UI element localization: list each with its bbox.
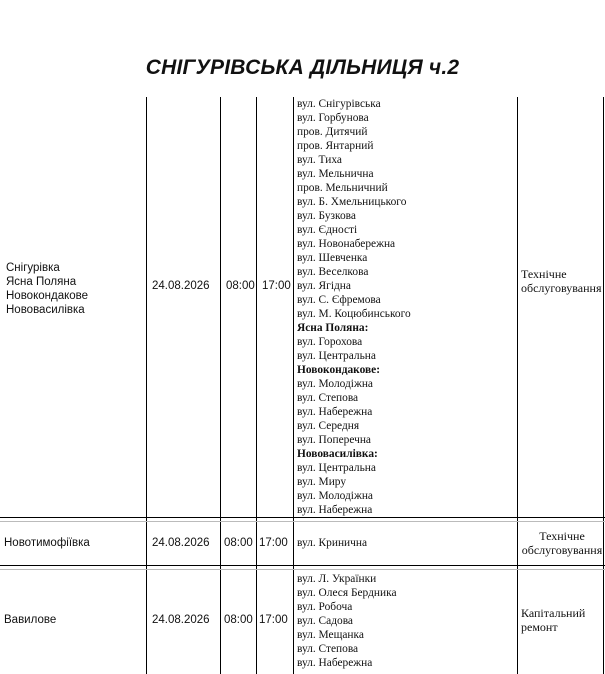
street-list <box>297 572 397 670</box>
street-item: вул. Мельнична <box>297 168 374 180</box>
locality-group-heading: Ясна Поляна: <box>297 322 369 334</box>
street-item: вул. Садова <box>297 615 353 627</box>
locality-group-heading: Новокондакове: <box>297 364 380 376</box>
street-item: вул. Набережна <box>297 657 373 669</box>
date-cell: 24.08.2026 <box>152 280 210 292</box>
street-item: вул. Степова <box>297 392 359 404</box>
street-item: пров. Дитячий <box>297 126 368 138</box>
row-divider <box>0 521 605 522</box>
row-divider <box>0 517 605 518</box>
end-time-cell: 17:00 <box>262 280 291 292</box>
street-item: пров. Мельничний <box>297 182 388 194</box>
street-item: вул. Шевченка <box>297 252 368 264</box>
street-list <box>297 536 367 550</box>
page-title: СНІГУРІВСЬКА ДІЛЬНИЦЯ ч.2 <box>145 56 460 79</box>
street-item: вул. Горохова <box>297 336 363 348</box>
locality-cell: Вавилове <box>4 614 57 626</box>
locality-cell <box>6 261 88 317</box>
end-time-cell: 17:00 <box>259 537 288 549</box>
work-type-cell <box>521 529 603 557</box>
street-item: вул. Горбунова <box>297 112 369 124</box>
work-type-line: Технічне <box>539 529 585 543</box>
locality-name: Новокондакове <box>6 290 89 302</box>
street-item: вул. Єдності <box>297 224 358 236</box>
street-item: пров. Янтарний <box>297 140 374 152</box>
start-time-cell: 08:00 <box>224 537 253 549</box>
start-time-cell: 08:00 <box>226 280 255 292</box>
column-divider <box>256 97 257 674</box>
street-item: вул. Центральна <box>297 350 376 362</box>
work-type-line: обслуговування <box>521 281 602 295</box>
locality-name: Ясна Поляна <box>6 276 77 288</box>
street-item: вул. С. Єфремова <box>297 294 381 306</box>
column-divider <box>146 97 147 674</box>
outage-table <box>0 97 605 674</box>
work-type-cell <box>521 267 602 295</box>
street-item: вул. М. Коцюбинського <box>297 308 411 320</box>
street-item: вул. Л. Українки <box>297 573 377 585</box>
date-cell: 24.08.2026 <box>152 614 210 626</box>
street-item: вул. Середня <box>297 420 360 432</box>
work-type-line: ремонт <box>521 620 558 634</box>
street-item: вул. Олеся Бердника <box>297 587 397 599</box>
street-item: вул. Бузкова <box>297 210 356 222</box>
street-item: вул. Набережна <box>297 504 373 516</box>
column-divider <box>517 97 518 674</box>
street-item: вул. Поперечна <box>297 434 371 446</box>
street-item: вул. Молодіжна <box>297 490 373 502</box>
column-divider <box>603 97 604 674</box>
street-item: вул. Веселкова <box>297 266 369 278</box>
work-type-line: Капітальний <box>521 606 586 620</box>
end-time-cell: 17:00 <box>259 614 288 626</box>
street-item: вул. Тиха <box>297 154 342 166</box>
work-type-line: обслуговування <box>521 543 603 557</box>
street-item: вул. Миру <box>297 476 347 488</box>
locality-cell: Новотимофіївка <box>4 537 90 549</box>
start-time-cell: 08:00 <box>224 614 253 626</box>
street-item: вул. Снігурівська <box>297 98 381 110</box>
street-item: вул. Степова <box>297 643 359 655</box>
work-type-cell <box>521 606 585 634</box>
work-type-line: Технічне <box>521 267 567 281</box>
street-item: вул. Новонабережна <box>297 238 396 250</box>
street-item: вул. Набережна <box>297 406 373 418</box>
locality-name: Нововасилівка <box>6 304 85 316</box>
street-item: вул. Ягідна <box>297 280 351 292</box>
locality-name: Снігурівка <box>6 262 60 274</box>
street-item: вул. Робоча <box>297 601 353 613</box>
row-divider <box>0 569 605 570</box>
locality-group-heading: Нововасилівка: <box>297 448 378 460</box>
street-list <box>297 97 411 517</box>
row-divider <box>0 565 605 566</box>
column-divider <box>220 97 221 674</box>
street-item: вул. Б. Хмельницького <box>297 196 407 208</box>
column-divider <box>293 97 294 674</box>
date-cell: 24.08.2026 <box>152 537 210 549</box>
street-item: вул. Кринична <box>297 537 368 549</box>
street-item: вул. Центральна <box>297 462 376 474</box>
street-item: вул. Мещанка <box>297 629 364 641</box>
street-item: вул. Молодіжна <box>297 378 373 390</box>
